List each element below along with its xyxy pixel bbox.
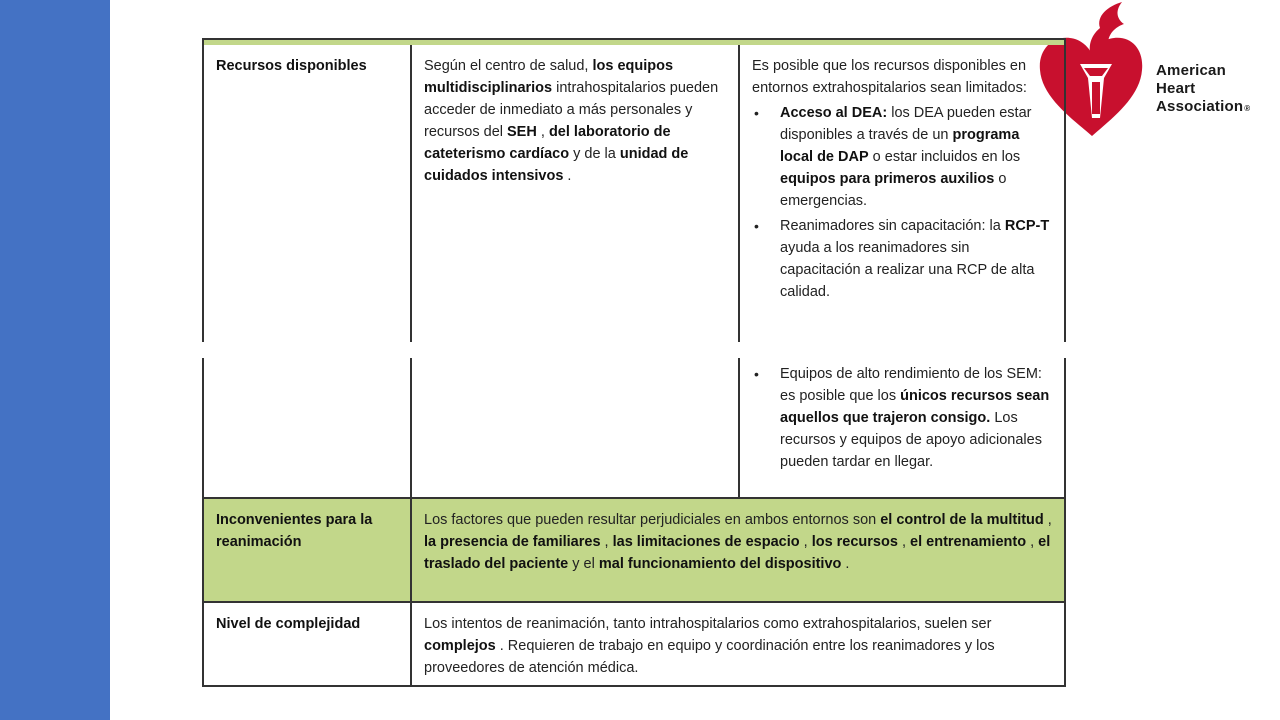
resource-bullet-list-continued — [752, 363, 1052, 473]
bold-segment: mal funcionamiento del dispositivo — [598, 556, 842, 572]
bold-segment: del laboratorio de cateterismo cardíaco — [424, 124, 671, 162]
logo-wordmark — [1156, 62, 1250, 118]
text-segment: , — [600, 534, 613, 550]
bold-segment: equipos para primeros auxilios — [780, 171, 995, 187]
row-header-inconvenientes: Inconvenientes para la reanimación — [216, 512, 373, 550]
bold-segment: la presencia de familiares — [424, 534, 601, 550]
text-segment: o estar incluidos en los — [868, 149, 1021, 165]
text-segment: Los factores que pueden resultar perjudiciales en ambos entornos son — [424, 512, 881, 528]
text-segment: . — [563, 168, 572, 184]
text-segment: Reanimadores sin capacitación: la — [780, 218, 1005, 234]
text-segment: , — [1043, 512, 1052, 528]
comparison-table — [202, 38, 1066, 687]
logo-line-1: American — [1156, 62, 1226, 79]
text-segment: ayuda a los reanimadores sin capacitación a realizar una RCP de alta calidad. — [780, 240, 1035, 300]
text-segment: , — [536, 124, 549, 140]
complejidad-content — [412, 603, 1064, 685]
text-segment: intrahospitalarios pueden acceder de inmediato a más personales y recursos del — [424, 80, 719, 140]
text-segment: Según el centro de salud, — [424, 58, 593, 74]
resource-bullet-list — [752, 102, 1052, 303]
bold-segment: los equipos multidisciplinarios — [424, 58, 674, 96]
bullet-icon: • — [754, 105, 759, 121]
text-segment: Los recursos y equipos de apoyo adicionales pueden tardar en llegar. — [780, 410, 1042, 470]
text-segment: o emergencias. — [780, 171, 1007, 209]
logo-line-2: Heart — [1156, 80, 1196, 97]
extrahospital-cell — [740, 45, 1064, 342]
page-break-gap — [202, 342, 1066, 358]
row-header-cell — [204, 499, 412, 601]
bold-segment: el traslado del paciente — [424, 534, 1051, 572]
bold-segment: el entrenamiento — [910, 534, 1027, 550]
bold-segment: programa local de DAP — [780, 127, 1020, 165]
bold-segment: complejos — [424, 638, 496, 654]
bullet-icon: • — [754, 366, 759, 382]
intrahospital-cell — [412, 45, 740, 342]
bold-segment: las limitaciones de espacio — [612, 534, 800, 550]
table-top-strip — [202, 38, 1066, 45]
bold-segment: RCP-T — [1004, 218, 1050, 234]
bold-segment: el control de la multitud — [880, 512, 1044, 528]
table-row-inconvenientes — [202, 499, 1066, 603]
bold-segment: únicos recursos sean aquellos que trajeron consigo. — [780, 388, 1050, 426]
table-row-complejidad — [202, 603, 1066, 687]
text-segment: y de la — [569, 146, 620, 162]
left-accent-bar — [0, 0, 110, 720]
text-segment: Equipos de alto rendimiento de los SEM: es posible que los — [780, 366, 1042, 404]
extrahospital-intro: Es posible que los recursos disponibles en entornos extrahospitalarios sean limitados: — [752, 58, 1027, 96]
inconvenientes-content — [412, 499, 1064, 601]
row-header-cell-empty — [204, 358, 412, 497]
extrahospital-cell-continued — [740, 358, 1064, 497]
text-segment: y el — [568, 556, 599, 572]
table-row-recursos-continued — [202, 358, 1066, 499]
text-segment: los DEA pueden estar disponibles a través de un — [780, 105, 1032, 143]
aha-logo — [1034, 2, 1274, 142]
row-header-cell — [204, 603, 412, 685]
row-header-recursos: Recursos disponibles — [216, 58, 367, 74]
list-item — [752, 102, 1052, 212]
bold-segment: Acceso al DEA: — [780, 105, 888, 121]
list-item — [752, 363, 1052, 473]
text-segment: . — [841, 556, 850, 572]
text-segment: , — [1026, 534, 1039, 550]
bold-segment: SEH — [507, 124, 537, 140]
logo-line-3: Association — [1156, 98, 1244, 115]
bullet-icon: • — [754, 218, 759, 234]
text-segment: , — [799, 534, 812, 550]
text-segment: . Requieren de trabajo en equipo y coordinación entre los reanimadores y los proveedores de atención médica. — [424, 638, 995, 676]
table-row-recursos — [202, 45, 1066, 342]
list-item — [752, 215, 1052, 303]
intrahospital-cell-empty — [412, 358, 740, 497]
bold-segment: los recursos — [811, 534, 898, 550]
text-segment: , — [897, 534, 911, 550]
text-segment: Los intentos de reanimación, tanto intrahospitalarios como extrahospitalarios, suelen ser — [424, 616, 992, 632]
bold-segment: unidad de cuidados intensivos — [424, 146, 689, 184]
row-header-complejidad: Nivel de complejidad — [216, 616, 361, 632]
row-header-cell — [204, 45, 412, 342]
registered-mark: ® — [1244, 104, 1251, 113]
